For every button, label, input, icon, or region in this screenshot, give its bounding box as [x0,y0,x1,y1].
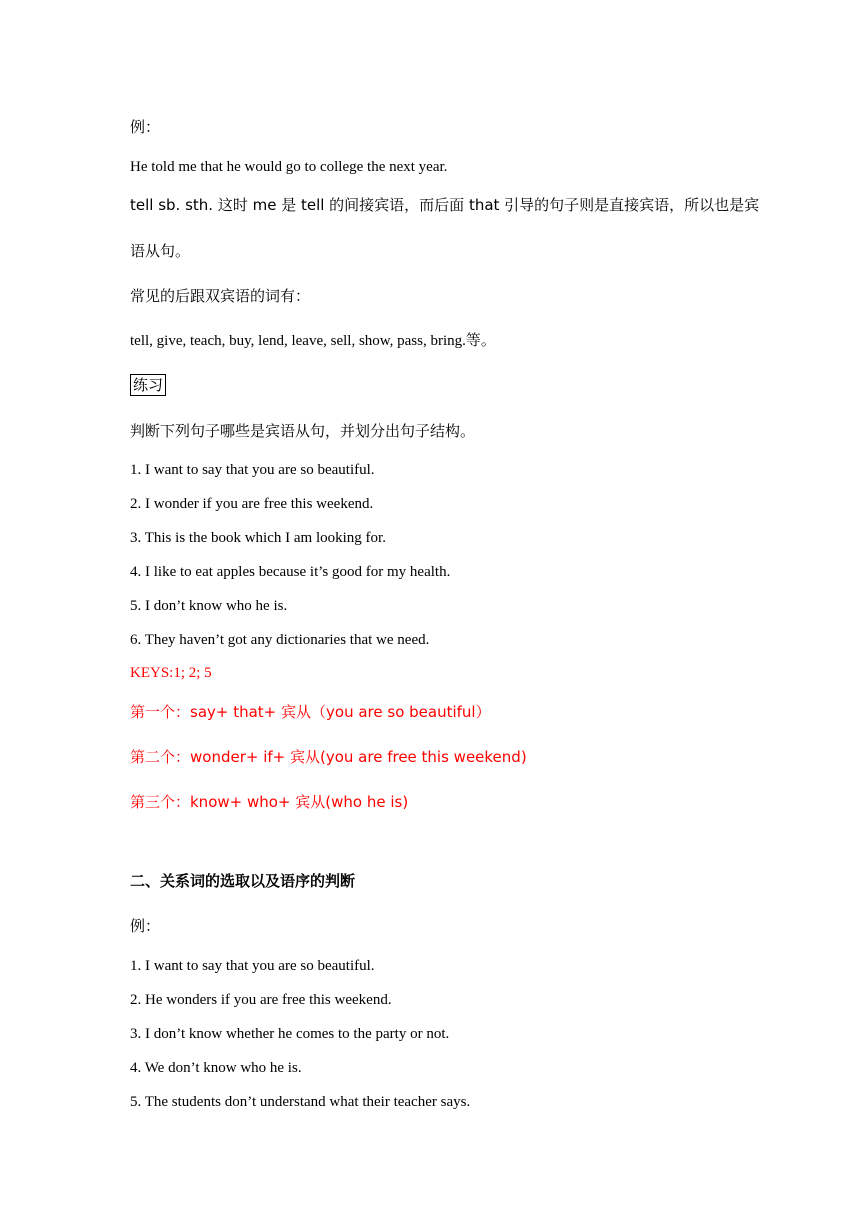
practice-answer: 第二个：wonder+ if+ 宾从(you are free this weekend) [130,748,527,766]
section-two-item: 4. We don’t know who he is. [130,1060,302,1076]
example-sentence: He told me that he would go to college the next year. [130,159,448,175]
explanation-line-1: tell sb. sth. 这时 me 是 tell 的间接宾语，而后面 that 引导的句子则是直接宾语，所以也是宾 [130,196,760,214]
common-words-label: 常见的后跟双宾语的词有： [130,287,311,305]
practice-item: 3. This is the book which I am looking for. [130,530,386,546]
practice-item: 4. I like to eat apples because it’s good for my health. [130,564,451,580]
common-words-list: tell, give, teach, buy, lend, leave, sell, show, pass, bring.等。 [130,333,496,349]
example-label: 例： [130,118,161,136]
section-two-heading: 二、关系词的选取以及语序的判断 [130,872,356,890]
practice-item: 6. They haven’t got any dictionaries that we need. [130,632,430,648]
practice-box-label: 练习 [130,374,166,396]
section-two-example-label: 例： [130,917,161,935]
practice-item: 2. I wonder if you are free this weekend. [130,496,374,512]
practice-instruction: 判断下列句子哪些是宾语从句，并划分出句子结构。 [130,422,476,440]
practice-answer: 第一个：say+ that+ 宾从（you are so beautiful） [130,703,491,721]
practice-answer: 第三个：know+ who+ 宾从(who he is) [130,793,409,811]
section-two-item: 3. I don’t know whether he comes to the party or not. [130,1026,450,1042]
practice-item: 1. I want to say that you are so beautiful. [130,462,375,478]
section-two-item: 2. He wonders if you are free this weekend. [130,992,392,1008]
practice-keys: KEYS:1; 2; 5 [130,665,212,681]
explanation-line-2: 语从句。 [130,242,191,260]
section-two-item: 5. The students don’t understand what their teacher says. [130,1094,471,1110]
section-two-item: 1. I want to say that you are so beautiful. [130,958,375,974]
practice-box-wrapper [130,374,166,396]
practice-item: 5. I don’t know who he is. [130,598,288,614]
